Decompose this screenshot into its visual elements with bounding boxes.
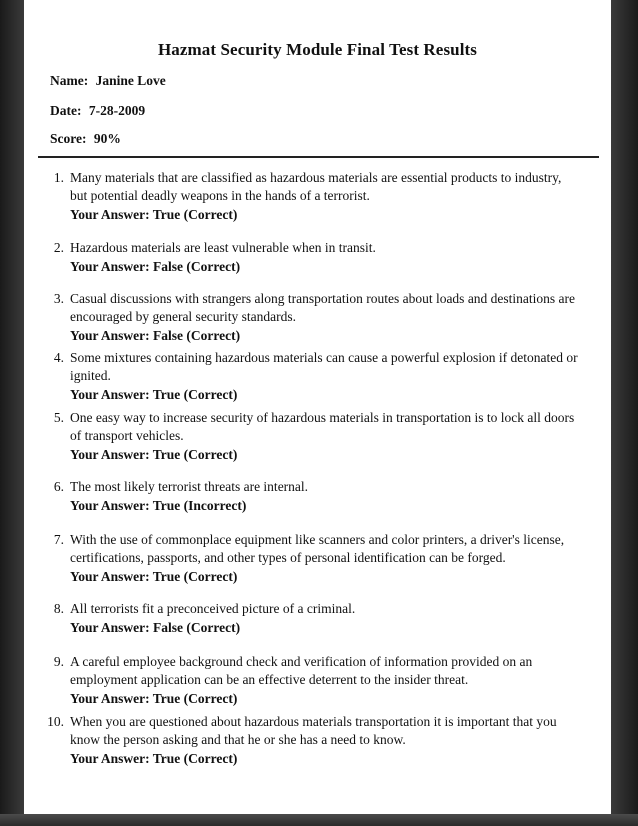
question-text: Casual discussions with strangers along transportation routes about loads and destinations are encouraged by general security standards.	[70, 291, 576, 324]
question-item	[38, 478, 578, 515]
date-label: Date:	[50, 103, 82, 118]
question-item	[38, 531, 578, 586]
question-text: The most likely terrorist threats are internal.	[70, 479, 309, 494]
question-number: 1.	[53, 170, 64, 185]
question-text: With the use of commonplace equipment like scanners and color printers, a driver's license, certifications, passports, and other types of personal identification can be forged.	[70, 532, 565, 565]
question-item	[38, 290, 578, 345]
question-number: 4.	[53, 350, 64, 365]
question-number: 6.	[53, 479, 64, 494]
page-title: Hazmat Security Module Final Test Results	[157, 40, 478, 59]
question-answer: Your Answer: False (Correct)	[70, 620, 241, 635]
question-number: 8.	[53, 601, 64, 616]
scan-edge-right	[611, 0, 638, 826]
question-answer: Your Answer: False (Correct)	[70, 328, 241, 343]
question-answer: Your Answer: True (Incorrect)	[70, 498, 247, 513]
date-value: 7-28-2009	[88, 103, 146, 118]
question-answer: Your Answer: True (Correct)	[70, 691, 238, 706]
date-row	[50, 103, 145, 119]
question-answer: Your Answer: True (Correct)	[70, 207, 238, 222]
question-item	[38, 169, 578, 224]
question-text: One easy way to increase security of hazardous materials in transportation is to lock all doors of transport vehicles.	[70, 410, 575, 443]
question-number: 7.	[53, 532, 64, 547]
question-answer: Your Answer: True (Correct)	[70, 569, 238, 584]
question-item	[38, 349, 578, 404]
question-number: 5.	[53, 410, 64, 425]
scan-edge-bottom	[0, 814, 638, 826]
question-number: 2.	[53, 240, 64, 255]
question-text: A careful employee background check and verification of information provided on an employment application can be an effective deterrent to the insider threat.	[70, 654, 533, 687]
question-item	[38, 600, 578, 637]
question-answer: Your Answer: True (Correct)	[70, 447, 238, 462]
question-number: 10.	[47, 714, 64, 729]
question-answer: Your Answer: True (Correct)	[70, 387, 238, 402]
question-number: 3.	[53, 291, 64, 306]
name-label: Name:	[50, 73, 89, 88]
score-value: 90%	[93, 131, 121, 146]
question-item	[38, 409, 578, 464]
question-item	[38, 653, 578, 708]
score-row	[50, 131, 121, 147]
question-answer: Your Answer: True (Correct)	[70, 751, 238, 766]
question-item	[38, 713, 578, 768]
question-text: Some mixtures containing hazardous materials can cause a powerful explosion if detonated or ignited.	[70, 350, 578, 383]
divider	[38, 156, 599, 158]
name-row	[50, 73, 166, 89]
question-number: 9.	[53, 654, 64, 669]
question-text: When you are questioned about hazardous materials transportation it is important that you know the person asking and that he or she has a need to know.	[70, 714, 557, 747]
question-text: All terrorists fit a preconceived picture of a criminal.	[70, 601, 356, 616]
question-answer: Your Answer: False (Correct)	[70, 259, 241, 274]
question-item	[38, 239, 578, 276]
name-value: Janine Love	[95, 73, 166, 88]
question-text: Many materials that are classified as hazardous materials are essential products to industry, but potential deadly weapons in the hands of a terrorist.	[70, 170, 562, 203]
scan-edge-left	[0, 0, 24, 826]
question-text: Hazardous materials are least vulnerable when in transit.	[70, 240, 376, 255]
document-page	[24, 0, 611, 814]
score-label: Score:	[50, 131, 87, 146]
